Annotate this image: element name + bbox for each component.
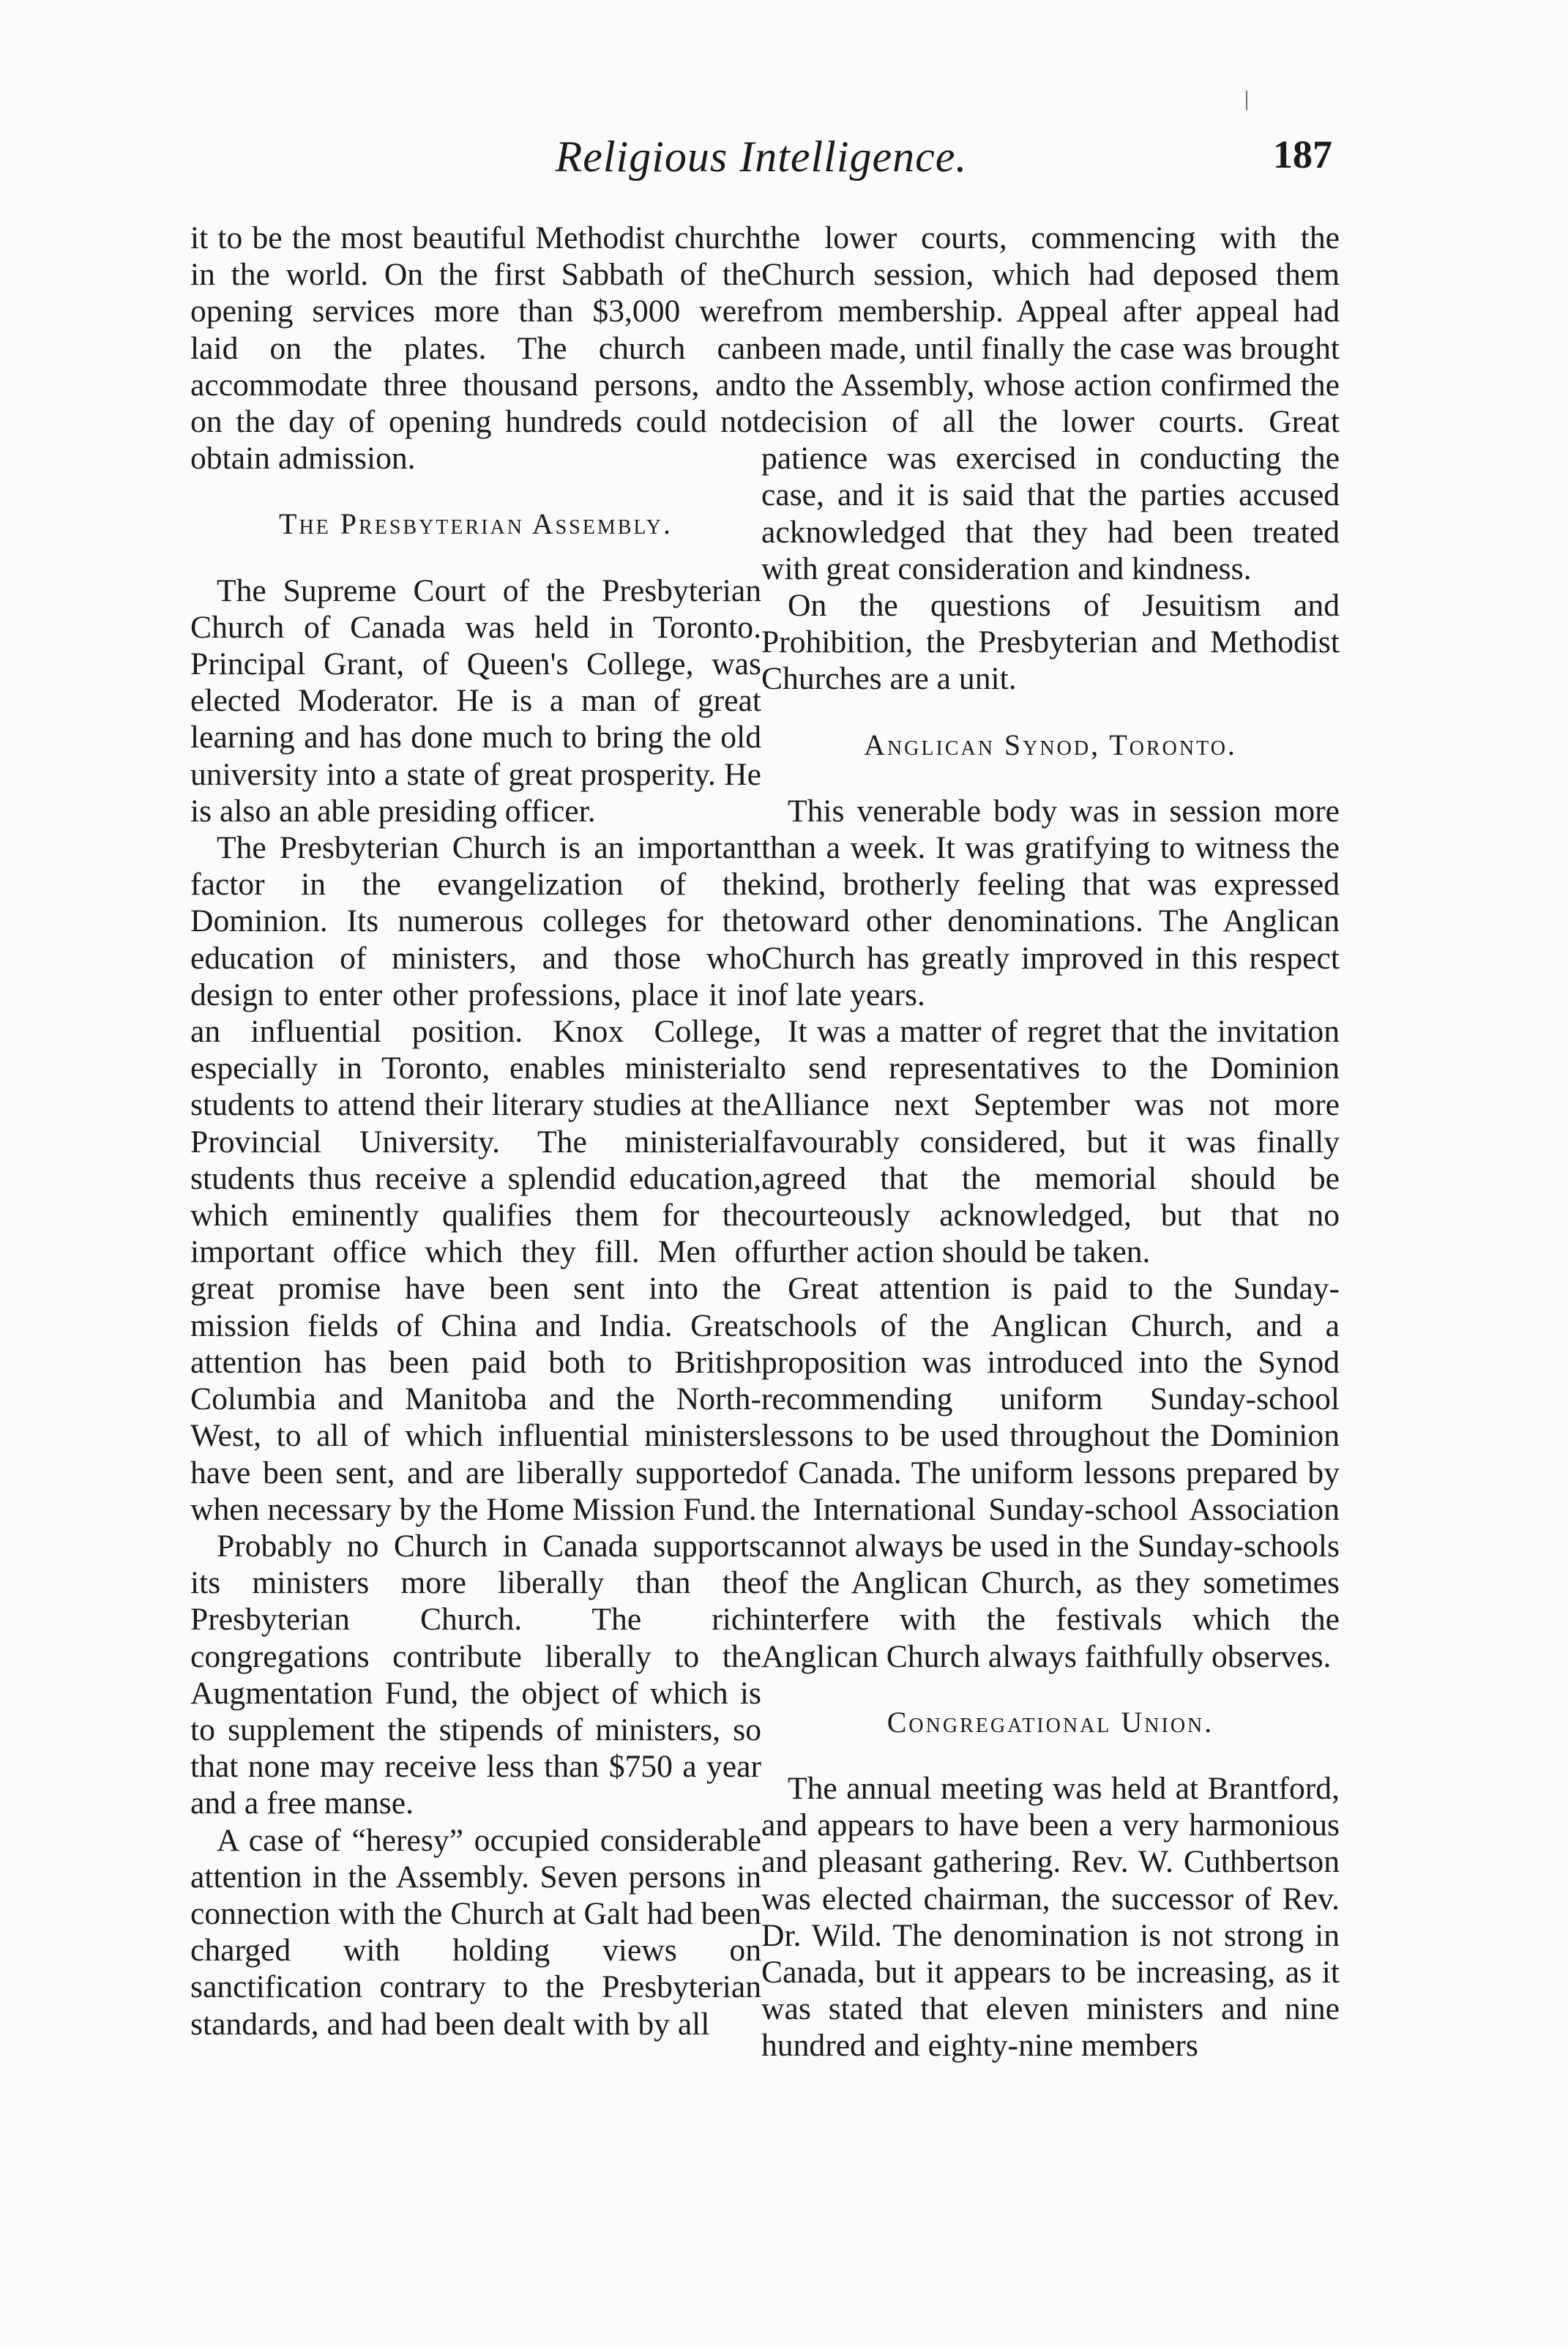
section-heading-anglican-synod: Anglican Synod, Toronto.	[864, 728, 1237, 761]
page-number: 187	[1273, 133, 1332, 176]
section-heading-congregational-union: Congregational Union.	[886, 1705, 1214, 1739]
page-header	[190, 132, 1332, 198]
paragraph: the lower courts, commencing with the Church session, which had deposed them from membership. Appeal after appeal had been made, until finally the case was brought to the Assembly, whose action confirmed the decision of all the lower courts. Great patience was exercised in conducting the case, and it is said that the parties accused acknowledged that they had been treated with great consideration and kindness.	[761, 220, 1340, 586]
right-column	[761, 220, 1340, 2064]
section-heading-presbyterian-assembly: The Presbyterian Assembly.	[279, 507, 673, 541]
left-column	[190, 220, 761, 2042]
paragraph: On the questions of Jesuitism and Prohibition, the Presbyterian and Methodist Churches are a unit.	[761, 588, 1340, 697]
scan-mark: |	[1244, 86, 1250, 111]
paragraph: This venerable body was in session more than a week. It was gratifying to witness the kind, brotherly feeling that was expressed toward other denominations. The Anglican Church has greatly improved in this respect of late years.	[761, 793, 1340, 1012]
paragraph: Probably no Church in Canada supports its ministers more liberally than the Presbyterian Church. The rich congregations contribute liberally to the Augmentation Fund, the object of which is to supplement the stipends of ministers, so that none may receive less than $750 a year and a free manse.	[190, 1528, 761, 1821]
running-title: Religious Intelligence.	[555, 133, 968, 181]
paragraph: The Presbyterian Church is an important factor in the evangelization of the Dominion. Its numerous colleges for the education of ministers, and those who design to enter other professions, place it in an influential position. Knox College, especially in Toronto, enables ministerial students to attend their literary studies at the Provincial University. The ministerial students thus receive a splendid education, which eminently qualifies them for the important office which they fill. Men of great promise have been sent into the mission fields of China and India. Great attention has been paid both to British Columbia and Manitoba and the North-West, to all of which influential ministers have been sent, and are liberally supported when necessary by the Home Mission Fund.	[190, 830, 761, 1527]
paragraph: It was a matter of regret that the invitation to send representatives to the Dominion Alliance next September was not more favourably considered, but it was finally agreed that the memorial should be courteously acknowledged, but that no further action should be taken.	[761, 1014, 1340, 1270]
paragraph: Great attention is paid to the Sunday-schools of the Anglican Church, and a proposition was introduced into the Synod recommending uniform Sunday-school lessons to be used throughout the Dominion of Canada. The uniform lessons prepared by the International Sunday-school Association cannot always be used in the Sunday-schools of the Anglican Church, as they sometimes interfere with the festivals which the Anglican Church always faithfully observes.	[761, 1271, 1340, 1674]
paragraph: The Supreme Court of the Presbyterian Church of Canada was held in Toronto. Principal Grant, of Queen's College, was elected Moderator. He is a man of great learning and has done much to bring the old university into a state of great prosperity. He is also an able presiding officer.	[190, 572, 761, 829]
paragraph: A case of “heresy” occupied considerable attention in the Assembly. Seven persons in connection with the Church at Galt had been charged with holding views on sanctification contrary to the Presbyterian standards, and had been dealt with by all	[190, 1822, 761, 2042]
paragraph: it to be the most beautiful Methodist church in the world. On the first Sabbath of the opening services more than $3,000 were laid on the plates. The church can accommodate three thousand persons, and on the day of opening hundreds could not obtain admission.	[190, 220, 761, 477]
paragraph: The annual meeting was held at Brantford, and appears to have been a very harmonious and pleasant gathering. Rev. W. Cuthbertson was elected chairman, the successor of Rev. Dr. Wild. The denomination is not strong in Canada, but it appears to be increasing, as it was stated that eleven ministers and nine hundred and eighty-nine members	[761, 1770, 1340, 2064]
